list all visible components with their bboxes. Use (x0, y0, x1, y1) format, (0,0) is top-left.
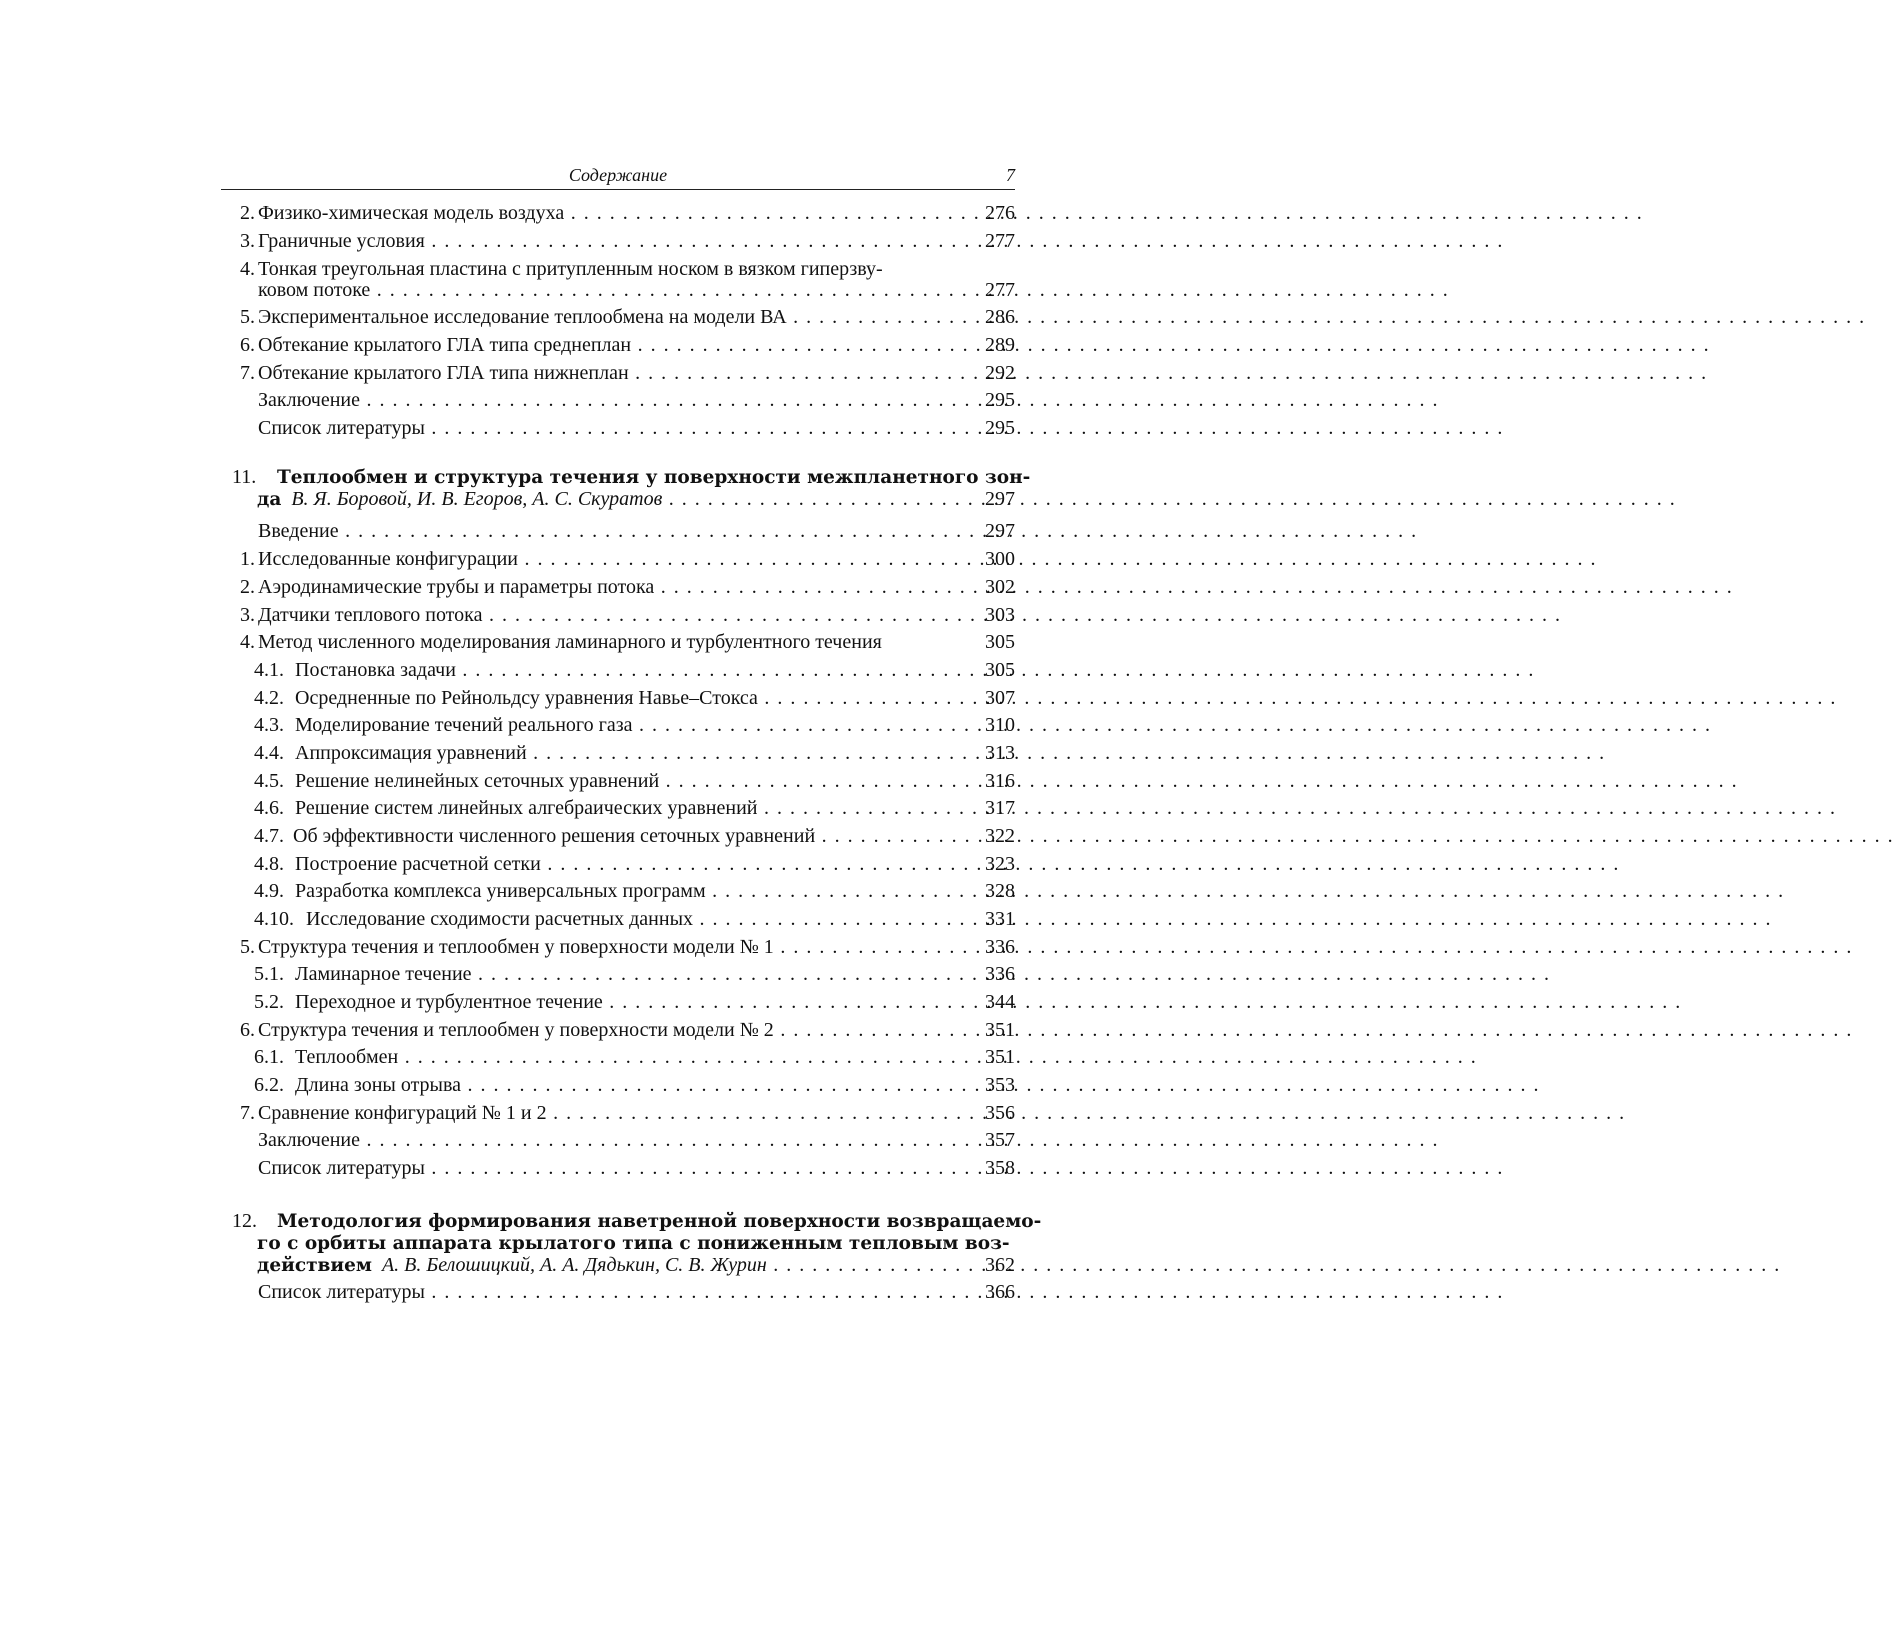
entry-page: 322 (985, 825, 1015, 847)
toc-entry[interactable] (240, 1016, 1015, 1044)
entry-page: 323 (985, 853, 1015, 875)
entry-number: 2. (240, 202, 255, 224)
toc-entry[interactable] (240, 303, 1015, 331)
toc-subentry[interactable] (240, 1043, 1015, 1071)
entry-number: 7. (240, 1102, 255, 1124)
entry-title: Аппроксимация уравнений . . . (295, 739, 955, 767)
toc-entry[interactable] (240, 1099, 1015, 1127)
entry-number: 3. (240, 230, 255, 252)
entry-title: Метод численного моделирования ламинарного и турбулентного течения (258, 631, 882, 653)
entry-page: 297 (985, 520, 1015, 542)
toc-subentry[interactable] (240, 822, 1015, 850)
entry-number: 4.1. (254, 659, 284, 681)
entry-page: 305 (985, 659, 1015, 681)
entry-number: 4. (240, 631, 255, 653)
chapter-authors: А. В. Белошицкий, А. А. Дядькин, С. В. Журин (381, 1254, 767, 1276)
chapter-title: Методология формирования наветренной поверхности возвращаемо- (277, 1211, 1042, 1232)
entry-title: Решение нелинейных сеточных уравнений . . . (295, 767, 955, 795)
toc-entry[interactable] (240, 628, 1015, 656)
entry-number: 4.10. (254, 908, 294, 930)
entry-page: 277 (985, 230, 1015, 252)
chapter-page: 297 (985, 488, 1015, 510)
entry-number: 4.6. (254, 797, 284, 819)
toc-entry[interactable] (240, 386, 1015, 414)
toc-subentry[interactable] (240, 1071, 1015, 1099)
entry-page: 295 (985, 417, 1015, 439)
chapter-title: Теплообмен и структура течения у поверхности межпланетного зон- (277, 467, 1031, 488)
entry-number: 4. (240, 258, 255, 280)
entry-title: Об эффективности численного решения сеточных уравнений . . . (293, 822, 955, 850)
entry-title: Структура течения и теплообмен у поверхности модели № 2 . . . (258, 1016, 955, 1044)
toc-subentry[interactable] (240, 794, 1015, 822)
toc-subentry[interactable] (240, 850, 1015, 878)
entry-title: Тонкая треугольная пластина с притупленным носком в вязком гиперзву- (258, 258, 883, 280)
entry-title: Заключение . . . (258, 386, 955, 414)
entry-title: Построение расчетной сетки . . . (295, 850, 955, 878)
entry-title: Осредненные по Рейнольдсу уравнения Навье–Стокса . . . (295, 684, 955, 712)
toc-subentry[interactable] (240, 711, 1015, 739)
entry-page: 328 (985, 880, 1015, 902)
entry-title: Моделирование течений реального газа . . . (295, 711, 955, 739)
toc-subentry[interactable] (240, 656, 1015, 684)
entry-page: 351 (985, 1046, 1015, 1068)
chapter-title-line (277, 466, 1031, 489)
entry-title: Структура течения и теплообмен у поверхности модели № 1 . . . (258, 933, 955, 961)
entry-title: Датчики теплового потока . . . (258, 601, 955, 629)
entry-number: 1. (240, 548, 255, 570)
entry-title: Список литературы . . . (258, 1278, 955, 1306)
entry-page: 302 (985, 576, 1015, 598)
toc-entry[interactable] (240, 933, 1015, 961)
entry-page: 289 (985, 334, 1015, 356)
toc-subentry[interactable] (240, 905, 1015, 933)
toc-entry-line2[interactable] (240, 276, 1015, 304)
toc-entry[interactable] (240, 573, 1015, 601)
entry-page: 310 (985, 714, 1015, 736)
entry-number: 5.2. (254, 991, 284, 1013)
entry-number: 6.2. (254, 1074, 284, 1096)
entry-page: 357 (985, 1129, 1015, 1151)
entry-page: 336 (985, 936, 1015, 958)
entry-title: Исследование сходимости расчетных данных . . . (306, 905, 955, 933)
toc-entry[interactable] (240, 517, 1015, 545)
toc-subentry[interactable] (240, 988, 1015, 1016)
entry-page: 300 (985, 548, 1015, 570)
toc-entry[interactable] (240, 227, 1015, 255)
entry-page: 317 (985, 797, 1015, 819)
entry-page: 286 (985, 306, 1015, 328)
entry-number: 4.7. (254, 825, 284, 847)
entry-page: 303 (985, 604, 1015, 626)
entry-number: 3. (240, 604, 255, 626)
entry-title: Список литературы . . . (258, 1154, 955, 1182)
entry-page: 316 (985, 770, 1015, 792)
entry-title: Физико-химическая модель воздуха . . . (258, 199, 955, 227)
chapter-title-line (257, 1254, 955, 1277)
entry-title: Решение систем линейных алгебраических уравнений . . . (295, 794, 955, 822)
entry-page: 292 (985, 362, 1015, 384)
toc-subentry[interactable] (240, 684, 1015, 712)
toc-subentry[interactable] (240, 739, 1015, 767)
entry-number: 4.4. (254, 742, 284, 764)
entry-number: 4.5. (254, 770, 284, 792)
chapter-12-heading[interactable] (232, 1210, 1042, 1282)
toc-entry[interactable] (240, 1278, 1015, 1306)
entry-title: Сравнение конфигураций № 1 и 2 . . . (258, 1099, 955, 1127)
toc-entry[interactable] (240, 414, 1015, 442)
toc-entry[interactable] (240, 331, 1015, 359)
running-head-page-number: 7 (1006, 165, 1015, 185)
entry-title: Теплообмен . . . (295, 1043, 955, 1071)
entry-title-continued: ковом потоке . . . (258, 276, 955, 304)
running-head (221, 163, 1015, 190)
entry-title: Обтекание крылатого ГЛА типа среднеплан . . . (258, 331, 955, 359)
entry-page: 331 (985, 908, 1015, 930)
chapter-title-end: да (257, 489, 282, 510)
entry-number: 5. (240, 306, 255, 328)
entry-number: 2. (240, 576, 255, 598)
entry-page: 356 (985, 1102, 1015, 1124)
entry-number: 5. (240, 936, 255, 958)
toc-entry[interactable] (240, 199, 1015, 227)
chapter-title-line (257, 488, 955, 511)
chapter-11-heading[interactable] (232, 466, 1031, 522)
chapter-title-line (257, 1232, 1010, 1255)
entry-page: 366 (985, 1281, 1015, 1303)
entry-title: Введение . . . (258, 517, 955, 545)
running-head-title: Содержание (568, 165, 668, 185)
chapter-number: 12. (232, 1210, 257, 1232)
entry-page: 277 (985, 279, 1015, 301)
toc-entry[interactable] (240, 601, 1015, 629)
entry-title: Список литературы . . . (258, 414, 955, 442)
entry-title: Граничные условия . . . (258, 227, 955, 255)
entry-title: Заключение . . . (258, 1126, 955, 1154)
chapter-title-continued: го с орбиты аппарата крылатого типа с пониженным тепловым воз- (257, 1233, 1010, 1254)
entry-title: Аэродинамические трубы и параметры потока . . . (258, 573, 955, 601)
toc-subentry[interactable] (240, 960, 1015, 988)
entry-title: Экспериментальное исследование теплообмена на модели ВА . . . (258, 303, 955, 331)
entry-title: Переходное и турбулентное течение . . . (295, 988, 955, 1016)
toc-subentry[interactable] (240, 877, 1015, 905)
entry-page: 351 (985, 1019, 1015, 1041)
chapter-authors: В. Я. Боровой, И. В. Егоров, А. С. Скуратов (291, 488, 663, 510)
entry-page: 307 (985, 687, 1015, 709)
entry-page: 344 (985, 991, 1015, 1013)
entry-page: 276 (985, 202, 1015, 224)
entry-number: 4.9. (254, 880, 284, 902)
entry-page: 313 (985, 742, 1015, 764)
toc-entry[interactable] (240, 545, 1015, 573)
toc-entry[interactable] (240, 1126, 1015, 1154)
entry-number: 5.1. (254, 963, 284, 985)
entry-page: 305 (985, 631, 1015, 653)
entry-title: Ламинарное течение . . . (295, 960, 955, 988)
entry-title: Обтекание крылатого ГЛА типа нижнеплан . . . (258, 359, 955, 387)
entry-page: 358 (985, 1157, 1015, 1179)
entry-number: 6. (240, 334, 255, 356)
entry-page: 295 (985, 389, 1015, 411)
toc-entry[interactable] (240, 359, 1015, 387)
entry-number: 6.1. (254, 1046, 284, 1068)
entry-title: Исследованные конфигурации . . . (258, 545, 955, 573)
entry-title: Разработка комплекса универсальных программ . . . (295, 877, 955, 905)
chapter-title-end: действием (257, 1255, 372, 1276)
entry-page: 336 (985, 963, 1015, 985)
toc-entry[interactable] (240, 1154, 1015, 1182)
entry-page: 353 (985, 1074, 1015, 1096)
entry-number: 4.2. (254, 687, 284, 709)
entry-number: 7. (240, 362, 255, 384)
toc-subentry[interactable] (240, 767, 1015, 795)
chapter-number: 11. (232, 466, 257, 488)
entry-number: 6. (240, 1019, 255, 1041)
entry-number: 4.3. (254, 714, 284, 736)
entry-title: Постановка задачи . . . (295, 656, 955, 684)
chapter-page: 362 (985, 1254, 1015, 1276)
entry-number: 4.8. (254, 853, 284, 875)
entry-title: Длина зоны отрыва . . . (295, 1071, 955, 1099)
chapter-title-line (277, 1210, 1042, 1233)
